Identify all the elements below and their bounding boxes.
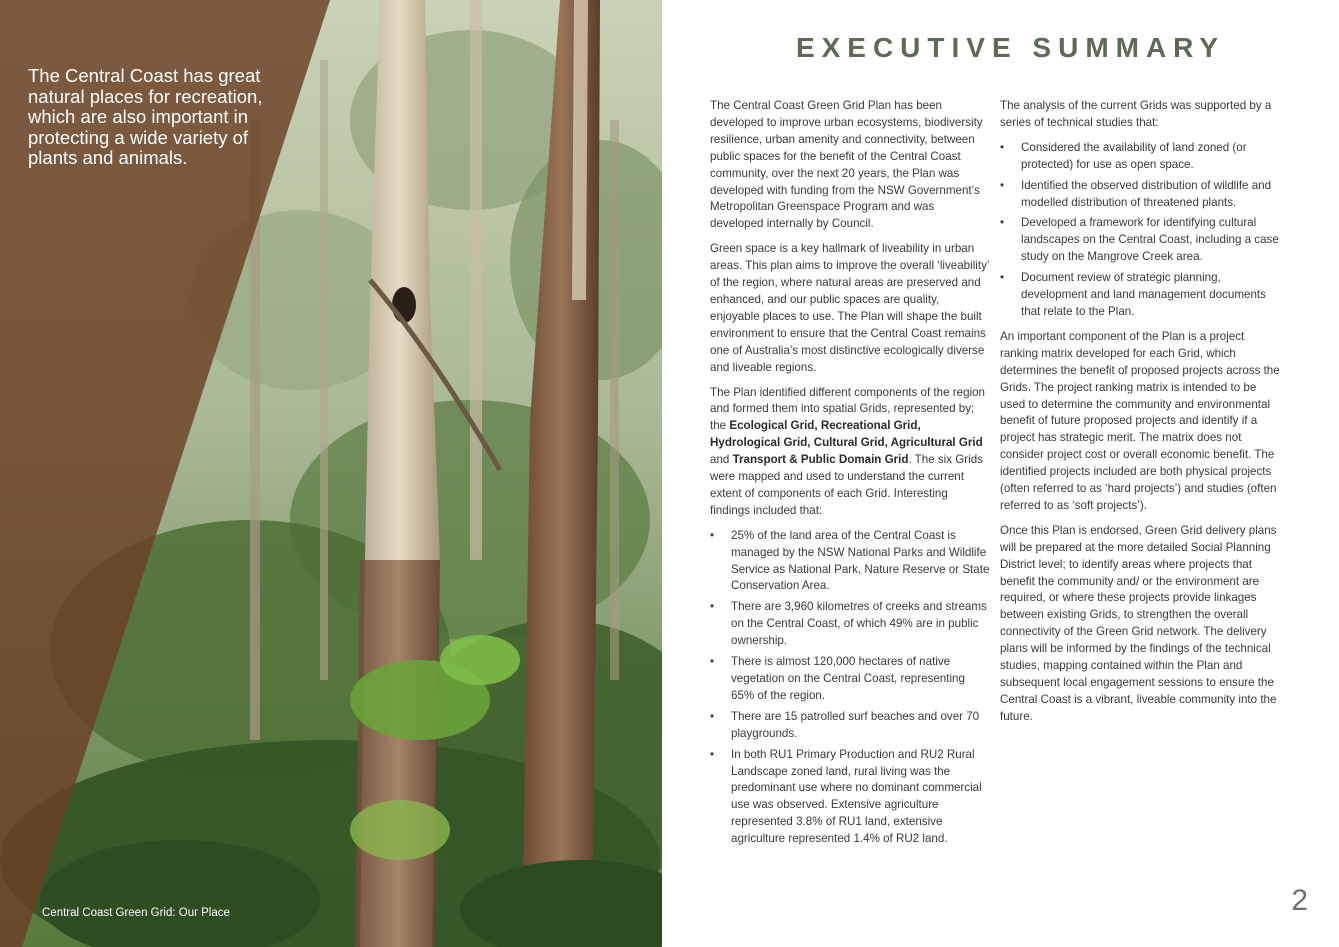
grids-text-2: and xyxy=(710,453,733,467)
grids-bold-1: Ecological Grid, Recreational Grid, Hydrological Grid, Cultural Grid, Agricultural Grid xyxy=(710,419,983,450)
photo-overlay-caption: The Central Coast has great natural places for recreation, which are also important in protecting a wide variety of plants and animals. xyxy=(28,65,263,168)
page-number: 2 xyxy=(1291,884,1308,917)
finding-item: • 25% of the land area of the Central Coast is managed by the NSW National Parks and Wildlife Service as National Park, Nature Reserve or State Conservation Area. xyxy=(710,528,990,596)
ranking-matrix-paragraph: An important component of the Plan is a project ranking matrix developed for each Grid, which determines the benefit of proposed projects across the Grids. The project ranking matrix is intended to be used to determine the community and environmental benefit of future proposed projects and identify if a project has strategic merit. The matrix does not consider project cost or overall economic benefit. The identified projects included are both physical projects (often referred to as ‘hard projects’) and studies (often referred to as ‘soft projects’). xyxy=(1000,329,1280,512)
left-text-column xyxy=(710,98,990,856)
study-item: • Considered the availability of land zoned (or protected) for use as open space. xyxy=(1000,140,1280,174)
finding-item: • In both RU1 Primary Production and RU2 Rural Landscape zoned land, rural living was the predominant use where no dominant commercial use was observed. Extensive agriculture represented 3.8% of RU1 land, extensive agriculture represented 1.4% of RU2 land. xyxy=(710,747,990,848)
forest-photo-page xyxy=(0,0,662,947)
right-text-column xyxy=(1000,98,1280,734)
grids-text-1: The Plan identified different components of the region and formed them into spatial Grids, represented by; the xyxy=(710,385,985,433)
findings-list xyxy=(710,528,990,848)
study-item: • Document review of strategic planning, development and land management documents that relate to the Plan. xyxy=(1000,270,1280,321)
finding-item: • There is almost 120,000 hectares of native vegetation on the Central Coast, representing 65% of the region. xyxy=(710,654,990,705)
grids-bold-2: Transport & Public Domain Grid xyxy=(732,453,909,467)
liveability-paragraph: Green space is a key hallmark of liveability in urban areas. This plan aims to improve the overall ‘liveability’ of the region, where natural areas are preserved and enhanced, and our public spaces are quality, enjoyable places to use. The Plan will shape the built environment to ensure that the Central Coast remains one of Australia’s most distinctive ecologically diverse and liveable regions. xyxy=(710,242,990,374)
executive-summary-page xyxy=(662,0,1339,947)
finding-item: • There are 3,960 kilometres of creeks and streams on the Central Coast, of which 49% are in public ownership. xyxy=(710,599,990,650)
studies-list xyxy=(1000,140,1280,321)
grids-paragraph xyxy=(710,385,990,520)
intro-paragraph: The Central Coast Green Grid Plan has been developed to improve urban ecosystems, biodiversity resilience, urban amenity and connectivity, between public spaces for the benefit of the Central Coast community, over the next 20 years, the Plan was developed with funding from the NSW Government’s Metropolitan Greenspace Program and was developed internally by Council. xyxy=(710,99,983,231)
study-item: • Identified the observed distribution of wildlife and modelled distribution of threatened plants. xyxy=(1000,178,1280,212)
page-title: EXECUTIVE SUMMARY xyxy=(795,32,1226,63)
publication-footer: Central Coast Green Grid: Our Place xyxy=(42,907,230,919)
finding-item: • There are 15 patrolled surf beaches and over 70 playgrounds. xyxy=(710,709,990,743)
grids-text-3: . The six Grids were mapped and used to understand the current extent of components of each Grid. Interesting findings included that: xyxy=(710,453,983,517)
study-item: • Developed a framework for identifying cultural landscapes on the Central Coast, including a case study on the Mangrove Creek area. xyxy=(1000,215,1280,266)
delivery-plans-paragraph: Once this Plan is endorsed, Green Grid delivery plans will be prepared at the more detailed Social Planning District level; to identify areas where projects that benefit the community and/ or the environment are required, or where these projects provide linkages between existing Grids, to strengthen the overall connectivity of the Green Grid network. The delivery plans will be informed by the findings of the technical studies, mapping contained within the Plan and subsequent local engagement sessions to ensure the Central Coast is a vibrant, liveable community into the future. xyxy=(1000,523,1277,723)
studies-intro-paragraph: The analysis of the current Grids was supported by a series of technical studies that: xyxy=(1000,99,1272,129)
